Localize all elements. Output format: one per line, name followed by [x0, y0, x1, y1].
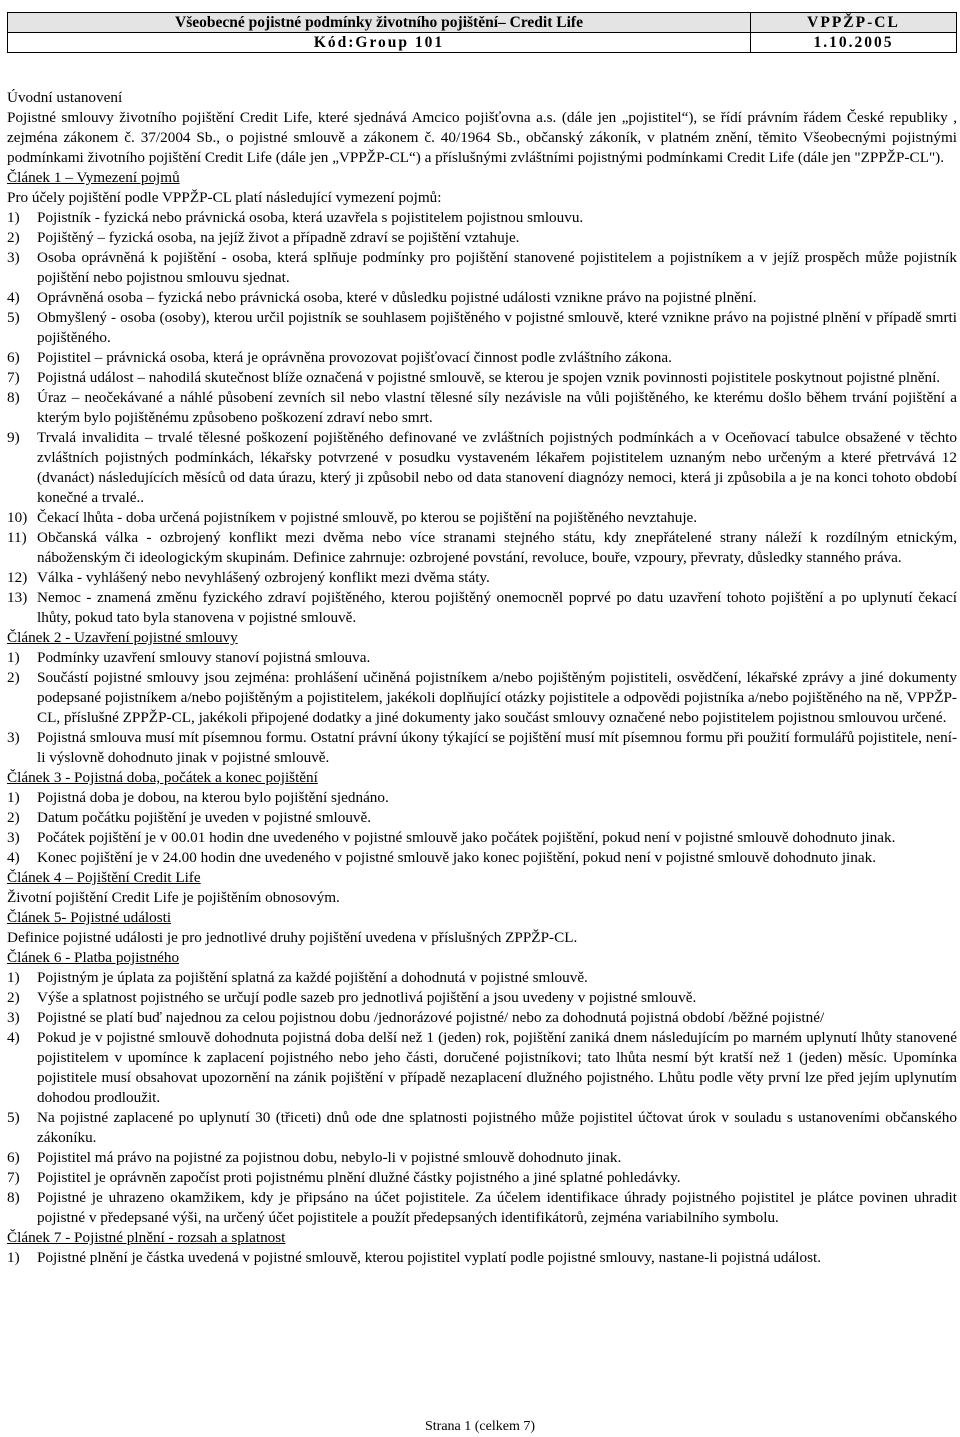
list-item — [7, 308, 957, 348]
item-text: Pojistitel – právnická osoba, která je oprávněna provozovat pojišťovací činnost podle zvláštního zákona. — [37, 349, 672, 366]
item-text: Pokud je v pojistné smlouvě dohodnuta pojistná doba delší než 1 (jeden) rok, pojištění zaniká dnem následujícím po marném uplynutí lhůty stanovené pojistitelem v upomínce k zaplacení pojistného nebo jeho části, doručené pojistníkovi; tato lhůta nesmí být kratší než 1 (jeden) měsíc. Upomínka pojistitele musí obsahovat upozornění na zánik pojištění v případě nezaplacení dlužného pojistného. Lhůtu podle věty první lze před jejím uplynutím dohodou prodloužit. — [37, 1029, 957, 1106]
page-footer: Strana 1 (celkem 7) — [424, 1419, 535, 1434]
item-text: Pojistná doba je dobou, na kterou bylo pojištění sjednáno. — [37, 789, 389, 806]
item-text: Osoba oprávněná k pojištění - osoba, která splňuje podmínky pro pojištění stanovené pojistitelem a pojistníkem a v jejíž prospěch může pojistník pojištění nebo pojistnou smlouvu sjednat. — [37, 249, 957, 286]
list-item — [7, 588, 957, 628]
item-text: Součástí pojistné smlouvy jsou zejména: prohlášení učiněná pojistníkem a/nebo pojištěným pojistiteli, osvědčení, lékařské zprávy a jiné dokumenty podepsané pojistníkem a/nebo pojištěným a pojistitelem, jakékoli doplňující otázky pojistitele a odpovědi pojistníka a/nebo pojištěného na ně, VPPŽP-CL, příslušné ZPPŽP-CL, jakékoli připojené dodatky a jiné dokumenty jako součást smlouvy označené nebo pojistitelem pojistnou smlouvou určené. — [37, 669, 957, 726]
item-text: Pojistná smlouva musí mít písemnou formu. Ostatní právní úkony týkající se pojištění musí mít písemnou formu při použití formulářů pojistitele, není-li výslovně dohodnuto jinak v pojistné smlouvě. — [37, 729, 957, 766]
list-item — [7, 568, 957, 588]
list-item — [7, 428, 957, 508]
item-text: Úraz – neočekávané a náhlé působení zevních sil nebo vlastní tělesné síly nezávisle na vůli pojištěného, ke kterému došlo během trvání pojištění a kterým bylo pojištěnému způsobeno poškození zdraví nebo smrt. — [37, 389, 957, 426]
list-item — [7, 228, 957, 248]
item-number: 4) — [7, 1029, 20, 1046]
list-item — [7, 988, 957, 1008]
item-text: Oprávněná osoba – fyzická nebo právnická osoba, které v důsledku pojistné události vznikne právo na pojistné plnění. — [37, 289, 757, 306]
list-item — [7, 668, 957, 728]
clanek4-heading: Článek 4 – Pojištění Credit Life — [7, 869, 201, 886]
item-number: 11) — [7, 529, 27, 546]
item-text: Podmínky uzavření smlouvy stanoví pojistná smlouva. — [37, 649, 371, 666]
item-number: 3) — [7, 729, 20, 746]
item-text: Datum počátku pojištění je uveden v pojistné smlouvě. — [37, 809, 372, 826]
item-text: Pojistné plnění je částka uvedená v pojistné smlouvě, kterou pojistitel vyplatí podle pojistné smlouvy, nastane-li pojistná událost. — [37, 1249, 822, 1266]
item-number: 12) — [7, 569, 28, 586]
list-item — [7, 248, 957, 288]
item-number: 3) — [7, 249, 20, 266]
item-number: 1) — [7, 789, 20, 806]
item-number: 5) — [7, 309, 20, 326]
item-text: Pojištěný – fyzická osoba, na jejíž život a případně zdraví se pojištění vztahuje. — [37, 229, 520, 246]
item-text: Nemoc - znamená změnu fyzického zdraví pojištěného, kterou pojištěný onemocněl poprvé po datu uzavření tohoto pojištění a po uplynutí čekací lhůty, pokud tato byla stanovena v pojistné smlouvě. — [37, 589, 957, 626]
item-number: 7) — [7, 369, 20, 386]
clanek7-heading: Článek 7 - Pojistné plnění - rozsah a splatnost — [7, 1229, 286, 1246]
clanek4-text: Životní pojištění Credit Life je pojištěním obnosovým. — [7, 889, 340, 906]
list-item — [7, 348, 957, 368]
clanek5-text: Definice pojistné události je pro jednotlivé druhy pojištění uvedena v příslušných ZPPŽP-CL. — [7, 929, 578, 946]
document-title: Všeobecné pojistné podmínky životního pojištění– Credit Life — [8, 13, 751, 33]
list-item — [7, 848, 957, 868]
item-text: Čekací lhůta - doba určená pojistníkem v pojistné smlouvě, po kterou se pojištění na pojištěného nevztahuje. — [37, 509, 698, 526]
item-number: 1) — [7, 969, 20, 986]
item-text: Konec pojištění je v 24.00 hodin dne uvedeného v pojistné smlouvě jako konec pojištění, pokud není v pojistné smlouvě dohodnuto jinak. — [37, 849, 876, 866]
item-text: Pojistník - fyzická nebo právnická osoba, která uzavřela s pojistitelem pojistnou smlouvu. — [37, 209, 584, 226]
intro-heading: Úvodní ustanovení — [7, 89, 123, 106]
document-date: 1.10.2005 — [751, 33, 957, 53]
list-item — [7, 1008, 957, 1028]
item-text: Na pojistné zaplacené po uplynutí 30 (třiceti) dnů ode dne splatnosti pojistného může pojistitel účtovat úrok v souladu s ustanoveními občanského zákoníku. — [37, 1109, 957, 1146]
item-number: 8) — [7, 1189, 20, 1206]
clanek5-heading: Článek 5- Pojistné události — [7, 909, 172, 926]
list-item — [7, 1148, 957, 1168]
item-text: Pojistitel má právo na pojistné za pojistnou dobu, nebylo-li v pojistné smlouvě dohodnuto jinak. — [37, 1149, 622, 1166]
list-item — [7, 1248, 957, 1268]
clanek3-list — [7, 788, 957, 868]
list-item — [7, 808, 957, 828]
list-item — [7, 728, 957, 768]
item-number: 10) — [7, 509, 28, 526]
clanek3-heading: Článek 3 - Pojistná doba, počátek a konec pojištění — [7, 769, 318, 786]
clanek1-heading: Článek 1 – Vymezení pojmů — [7, 169, 180, 186]
list-item — [7, 208, 957, 228]
item-text: Pojistným je úplata za pojištění splatná za každé pojištění a dohodnutá v pojistné smlouvě. — [37, 969, 588, 986]
item-text: Trvalá invalidita – trvalé tělesné poškození pojištěného definované ve zvláštních pojistných podmínkách a v Oceňovací tabulce obsažené v těchto zvláštních pojistných podmínkách, lékařsky potvrzené v posudku vystaveném lékařem pojistitelem uznaným nebo určeným a které přetrvává 12 (dvanáct) následujících měsíců od data úrazu, který ji způsobil nebo od data stanovení diagnózy nemoci, která ji způsobila a je na konci tohoto období konečné a trvalé.. — [37, 429, 957, 506]
list-item — [7, 1188, 957, 1228]
item-text: Občanská válka - ozbrojený konflikt mezi dvěma nebo více stranami stejného státu, kdy znepřátelené strany náleží k rozdílným etnickým, náboženským či ideologickým skupinám. Definice zahrnuje: ozbrojené povstání, revoluce, bouře, vzpoury, převraty, důsledky stanného práva. — [37, 529, 957, 566]
item-number: 3) — [7, 829, 20, 846]
list-item — [7, 528, 957, 568]
list-item — [7, 968, 957, 988]
item-text: Výše a splatnost pojistného se určují podle sazeb pro jednotlivá pojištění a jsou uvedeny v pojistné smlouvě. — [37, 989, 697, 1006]
item-number: 13) — [7, 589, 28, 606]
intro-text: Pojistné smlouvy životního pojištění Credit Life, které sjednává Amcico pojišťovna a.s. (dále jen „pojistitel“), se řídí právním řádem České republiky , zejména zákonem č. 37/2004 Sb., o pojistné smlouvě a zákonem č. 40/1964 Sb., občanský zákoník, v platném znění, těmito Všeobecnými pojistnými podmínkami životního pojištění Credit Life (dále jen „VPPŽP-CL“) a příslušnými zvláštními pojistnými podmínkami Credit Life (dále jen "ZPPŽP-CL"). — [7, 109, 957, 166]
item-text: Pojistitel je oprávněn započíst proti pojistnému plnění dlužné částky pojistného a jiné splatné pohledávky. — [37, 1169, 681, 1186]
list-item — [7, 388, 957, 428]
item-number: 1) — [7, 1249, 20, 1266]
item-text: Válka - vyhlášený nebo nevyhlášený ozbrojený konflikt mezi dvěma státy. — [37, 569, 490, 586]
item-text: Pojistné se platí buď najednou za celou pojistnou dobu /jednorázové pojistné/ nebo za dohodnutá pojistná období /běžné pojistné/ — [37, 1009, 825, 1026]
item-number: 2) — [7, 989, 20, 1006]
item-number: 8) — [7, 389, 20, 406]
item-number: 7) — [7, 1169, 20, 1186]
clanek6-heading: Článek 6 - Platba pojistného — [7, 949, 180, 966]
list-item — [7, 368, 957, 388]
item-number: 3) — [7, 1009, 20, 1026]
list-item — [7, 1108, 957, 1148]
list-item — [7, 828, 957, 848]
list-item — [7, 788, 957, 808]
clanek1-list — [7, 208, 957, 628]
group-code: Kód:Group 101 — [8, 33, 751, 53]
list-item — [7, 508, 957, 528]
item-number: 9) — [7, 429, 20, 446]
list-item — [7, 1168, 957, 1188]
item-number: 6) — [7, 1149, 20, 1166]
clanek7-list — [7, 1248, 957, 1268]
item-text: Počátek pojištění je v 00.01 hodin dne uvedeného v pojistné smlouvě jako počátek pojištění, pokud není v pojistné smlouvě dohodnuto jinak. — [37, 829, 896, 846]
list-item — [7, 288, 957, 308]
header-table — [7, 12, 957, 53]
item-number: 2) — [7, 669, 20, 686]
item-text: Pojistné je uhrazeno okamžikem, kdy je připsáno na účet pojistitele. Za účelem identifikace úhrady pojistného pojistitel je plátce povinen uhradit pojistné v předepsané výši, na určený účet pojistitele a použít předepsaných identifikátorů, zejména variabilního symbolu. — [37, 1189, 957, 1226]
document-page — [7, 12, 957, 1268]
item-text: Obmyšlený - osoba (osoby), kterou určil pojistník se souhlasem pojištěného v pojistné smlouvě, které vznikne právo na pojistné plnění v případě smrti pojištěného. — [37, 309, 957, 346]
list-item — [7, 648, 957, 668]
document-code: VPPŽP-CL — [751, 13, 957, 33]
clanek1-intro: Pro účely pojištění podle VPPŽP-CL platí následující vymezení pojmů: — [7, 189, 442, 206]
item-number: 2) — [7, 809, 20, 826]
list-item — [7, 1028, 957, 1108]
item-number: 5) — [7, 1109, 20, 1126]
item-number: 1) — [7, 209, 20, 226]
clanek2-list — [7, 648, 957, 768]
item-number: 1) — [7, 649, 20, 666]
item-number: 6) — [7, 349, 20, 366]
item-number: 4) — [7, 289, 20, 306]
item-number: 4) — [7, 849, 20, 866]
item-text: Pojistná událost – nahodilá skutečnost blíže označená v pojistné smlouvě, se kterou je spojen vznik povinnosti pojistitele poskytnout pojistné plnění. — [37, 369, 941, 386]
clanek6-list — [7, 968, 957, 1228]
clanek2-heading: Článek 2 - Uzavření pojistné smlouvy — [7, 629, 238, 646]
item-number: 2) — [7, 229, 20, 246]
